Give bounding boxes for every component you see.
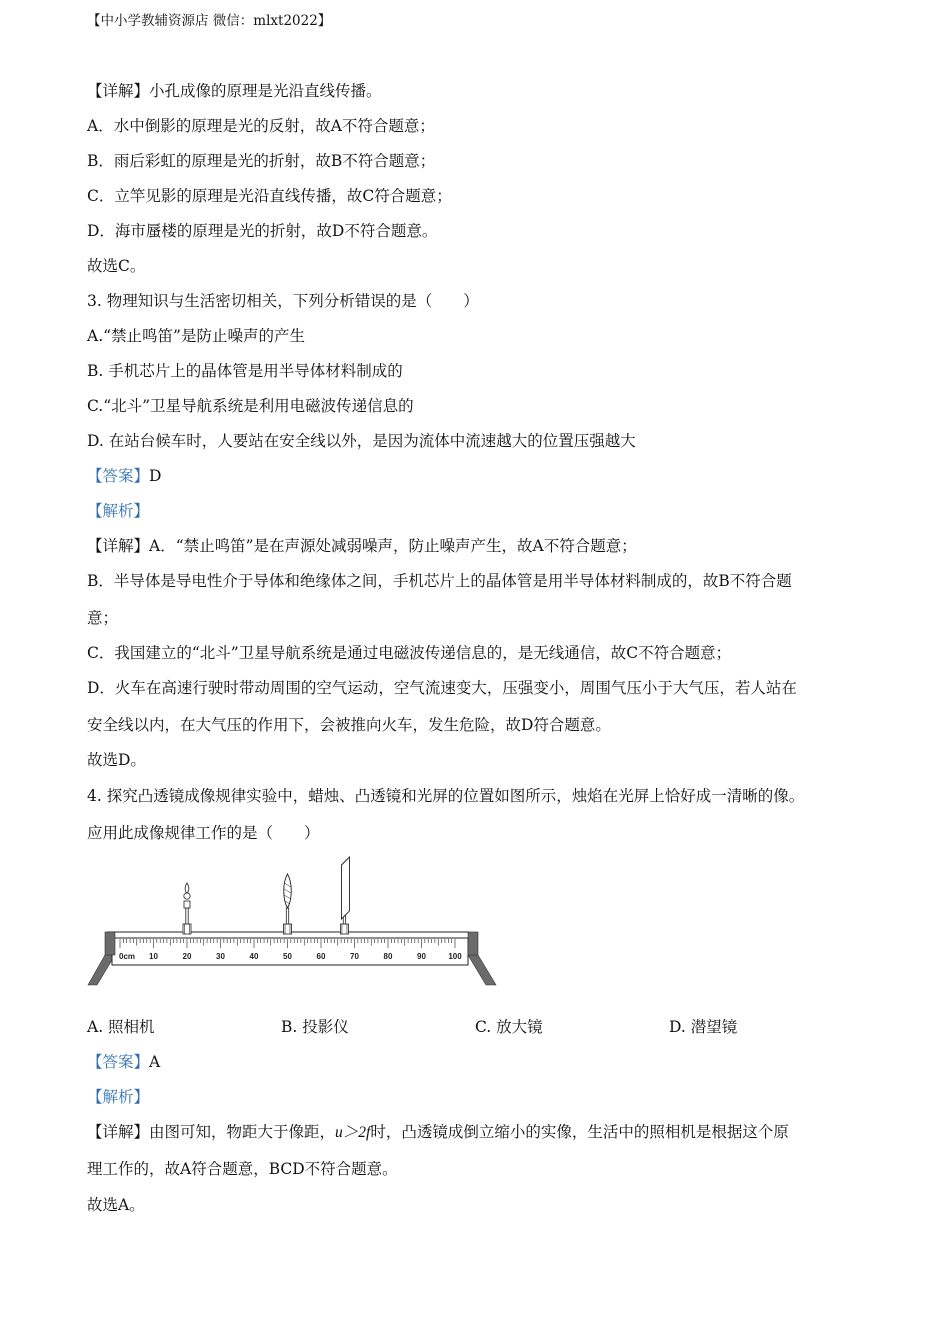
q3-explain-a-text: A．“禁止鸣笛”是在声源处减弱噪声，防止噪声产生，故A不符合题意；: [149, 537, 637, 555]
q2-conclusion: 故选C。: [87, 257, 146, 275]
q3-option-d: D. 在站台候车时，人要站在安全线以外，是因为流体中流速越大的位置压强越大: [87, 432, 636, 450]
scale-label-90: 90: [417, 952, 426, 961]
q3-explain-d-line1: D．火车在高速行驶时带动周围的空气运动，空气流速变大，压强变小，周围气压小于大气压，若人站在: [87, 679, 797, 697]
q4-explain-post: 时，凸透镜成倒立缩小的实像，生活中的照相机是根据这个原: [370, 1123, 789, 1141]
q3-answer: [87, 466, 161, 486]
candle-body: [184, 901, 190, 908]
q2-explain-c: C．立竿见影的原理是光沿直线传播，故C符合题意；: [87, 187, 452, 205]
left-leg: [88, 955, 115, 985]
flame-icon: [185, 883, 189, 893]
screen-panel: [341, 857, 349, 919]
q2-explain-tag: 【详解】: [87, 82, 150, 100]
light-screen: [340, 857, 349, 934]
q4-option-a: A. 照相机: [87, 1018, 155, 1036]
q4-stem-line2: 应用此成像规律工作的是（ ）: [87, 824, 320, 842]
q4-option-b: B. 投影仪: [281, 1018, 349, 1036]
q2-explain-d: D．海市蜃楼的原理是光的折射，故D不符合题意。: [87, 222, 438, 240]
q4-explain-line2: 理工作的，故A符合题意，BCD不符合题意。: [87, 1160, 398, 1178]
right-end-block: [468, 932, 478, 955]
q4-option-c: C. 放大镜: [475, 1018, 543, 1036]
scale-label-0: 0cm: [119, 952, 136, 961]
q4-explain-tag: 【详解】: [87, 1123, 150, 1141]
q3-explain-a: [87, 536, 637, 556]
q4-explain-line1: [87, 1122, 789, 1143]
q3-option-a: A.“禁止鸣笛”是防止噪声的产生: [87, 327, 305, 345]
scale-label-50: 50: [283, 952, 292, 961]
scale-label-30: 30: [216, 952, 225, 961]
q3-option-c: C.“北斗”卫星导航系统是利用电磁波传递信息的: [87, 397, 414, 415]
q2-explain-a: A．水中倒影的原理是光的反射，故A不符合题意；: [87, 117, 435, 135]
scale-label-20: 20: [182, 952, 192, 961]
scale-label-10: 10: [149, 952, 158, 961]
scale-label-100: 100: [448, 952, 462, 961]
left-end-block: [105, 932, 115, 955]
q3-explain-b-line1: B．半导体是导电性介于导体和绝缘体之间，手机芯片上的晶体管是用半导体材料制成的，故B不符合题: [87, 572, 792, 590]
q4-answer-tag: 【答案】: [87, 1053, 150, 1071]
scale-label-40: 40: [249, 952, 259, 961]
q4-explain-formula: u＞2f: [335, 1124, 371, 1141]
q3-analysis-tag: 【解析】: [87, 502, 150, 520]
q4-conclusion: 故选A。: [87, 1196, 145, 1214]
q4-option-d: D. 潜望镜: [669, 1018, 738, 1036]
q3-explain-tag: 【详解】: [87, 537, 150, 555]
q3-explain-d-line2: 安全线以内，在大气压的作用下，会被推向火车，发生危险，故D符合题意。: [87, 716, 611, 734]
q3-conclusion: 故选D。: [87, 751, 146, 769]
candle: [183, 883, 191, 934]
scale-label-60: 60: [316, 952, 326, 961]
convex-lens: [284, 874, 292, 934]
q3-explain-b-line2: 意；: [87, 609, 119, 627]
q2-explain-b: B．雨后彩虹的原理是光的折射，故B不符合题意；: [87, 152, 436, 170]
scale-label-70: 70: [350, 952, 359, 961]
q3-answer-value: D: [149, 467, 162, 485]
q3-answer-tag: 【答案】: [87, 467, 150, 485]
page-header: 【中小学教辅资源店 微信：mlxt2022】: [87, 13, 332, 29]
q3-explain-c: C．我国建立的“北斗”卫星导航系统是通过电磁波传递信息的，是无线通信，故C不符合题意；: [87, 644, 732, 662]
q2-explain-text: 小孔成像的原理是光沿直线传播。: [149, 82, 382, 100]
q2-explanation: [87, 81, 382, 101]
candle-holder: [183, 924, 191, 934]
q4-answer-value: A: [149, 1053, 161, 1071]
q4-analysis-tag: 【解析】: [87, 1088, 150, 1106]
q4-stem-line1: 4. 探究凸透镜成像规律实验中，蜡烛、凸透镜和光屏的位置如图所示，烛焰在光屏上恰好成一清晰的像。: [87, 787, 805, 805]
q4-answer: [87, 1052, 160, 1072]
scale-label-80: 80: [383, 952, 393, 961]
right-leg: [468, 955, 496, 985]
optical-bench-figure: [87, 853, 499, 990]
q3-stem: 3. 物理知识与生活密切相关，下列分析错误的是（ ）: [87, 292, 479, 310]
q4-explain-pre: 由图可知，物距大于像距，: [149, 1123, 336, 1141]
q3-option-b: B. 手机芯片上的晶体管是用半导体材料制成的: [87, 362, 403, 380]
